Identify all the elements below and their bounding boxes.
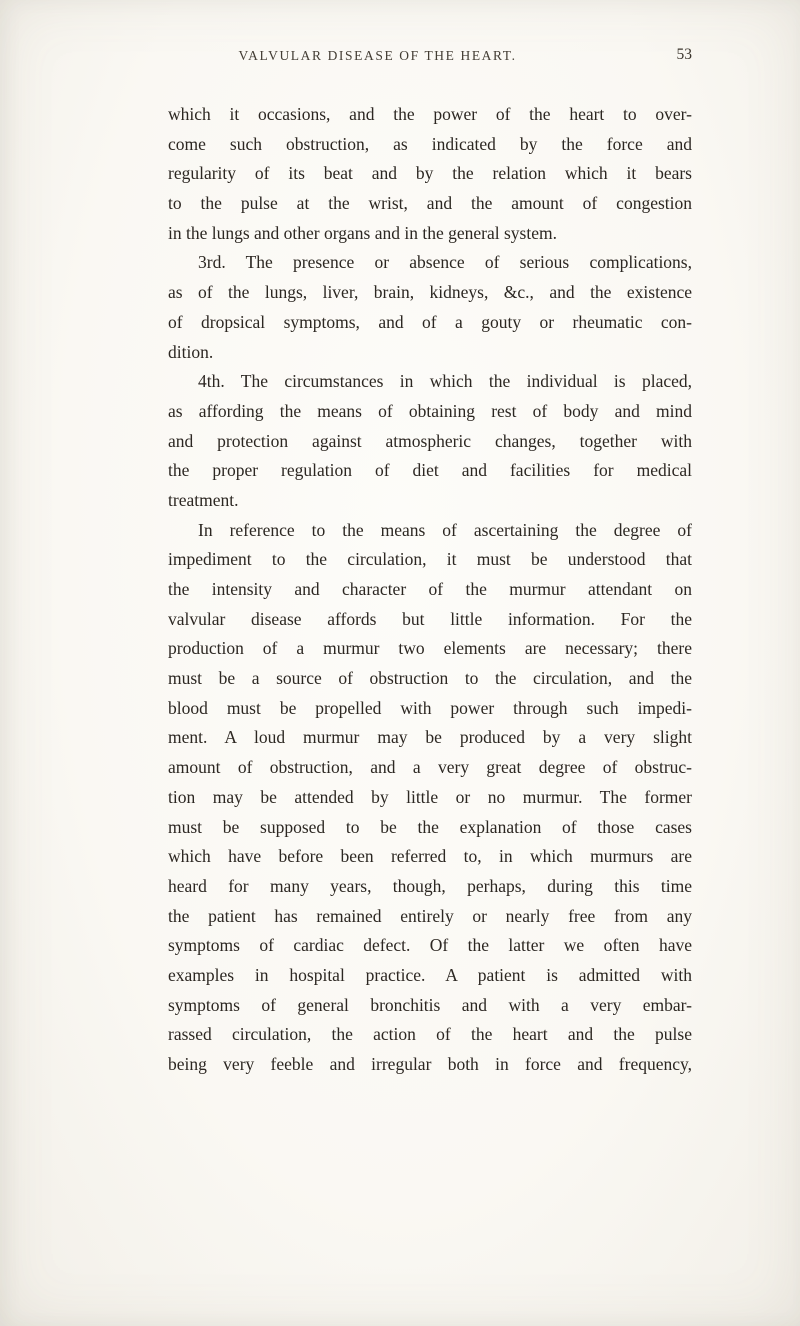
text-line: rassed circulation, the action of the heart and the pulse (168, 1024, 692, 1045)
text-line: blood must be propelled with power through such impedi- (168, 697, 692, 718)
text-line: of dropsical symptoms, and of a gouty or rheumatic con- (168, 311, 692, 332)
text-line: amount of obstruction, and a very great degree of obstruc- (168, 757, 692, 778)
text-line: and protection against atmospheric changes, together with (168, 430, 692, 451)
text-line: the proper regulation of diet and facilities for medical (168, 460, 692, 481)
text-line: 3rd. The presence or absence of serious complications, (198, 252, 692, 273)
text-line: symptoms of general bronchitis and with a very embar- (168, 994, 692, 1015)
page-number: 53 (676, 46, 692, 63)
text-line: in the lungs and other organs and in the general system. (168, 222, 557, 243)
text-line: heard for many years, though, perhaps, during this time (168, 875, 692, 896)
text-line: being very feeble and irregular both in force and frequency, (168, 1054, 692, 1074)
text-line: tion may be attended by little or no murmur. The former (168, 786, 692, 807)
text-line: 4th. The circumstances in which the individual is placed, (198, 371, 692, 392)
running-header (168, 46, 692, 68)
text-line: which have before been referred to, in which murmurs are (168, 846, 692, 867)
text-line: to the pulse at the wrist, and the amount of congestion (168, 193, 692, 214)
text-line: impediment to the circulation, it must be understood that (168, 549, 692, 570)
text-line: regularity of its beat and by the relation which it bears (168, 163, 692, 184)
text-line: symptoms of cardiac defect. Of the latter we often have (168, 935, 692, 956)
text-line: dition. (168, 341, 214, 362)
text-line: as of the lungs, liver, brain, kidneys, &c., and the existence (168, 282, 692, 303)
running-header-title: VALVULAR DISEASE OF THE HEART. (238, 48, 517, 63)
text-line: the patient has remained entirely or nearly free from any (168, 905, 692, 926)
text-line: examples in hospital practice. A patient is admitted with (168, 964, 692, 985)
text-line: ment. A loud murmur may be produced by a very slight (168, 727, 692, 748)
text-line: valvular disease affords but little information. For the (168, 608, 692, 629)
text-line: must be a source of obstruction to the circulation, and the (168, 668, 692, 689)
text-line: come such obstruction, as indicated by the force and (168, 133, 692, 154)
page-body (168, 100, 692, 1080)
text-line: the intensity and character of the murmur attendant on (168, 579, 692, 599)
text-line: as affording the means of obtaining rest of body and mind (168, 400, 692, 421)
text-line: must be supposed to be the explanation of those cases (168, 816, 692, 837)
text-line: treatment. (168, 489, 239, 510)
text-line: In reference to the means of ascertaining the degree of (198, 519, 692, 540)
text-line: production of a murmur two elements are necessary; there (168, 638, 692, 659)
text-line: which it occasions, and the power of the heart to over- (168, 104, 692, 124)
